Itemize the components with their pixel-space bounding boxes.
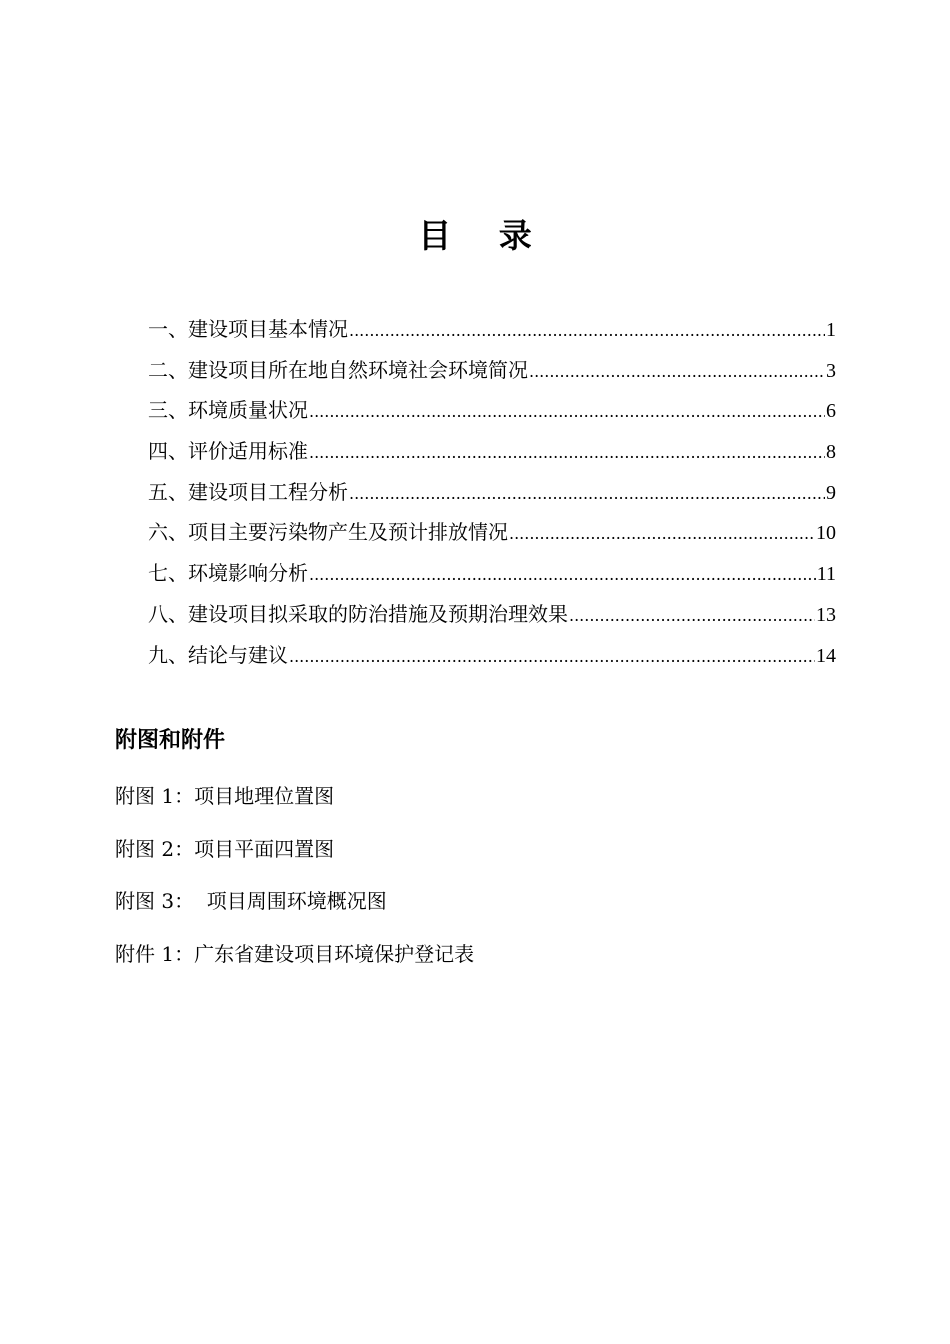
toc-dot-leader	[349, 474, 825, 514]
toc-entry-page: 3	[826, 359, 836, 382]
toc-entry-page: 11	[816, 563, 836, 586]
appendix-item: 附图 2：项目平面四置图	[115, 836, 335, 861]
toc-dot-leader	[509, 514, 815, 554]
toc-entry[interactable]	[148, 635, 836, 676]
toc-entry-label: 九、结论与建议	[148, 642, 288, 667]
toc-entry-label: 四、评价适用标准	[148, 439, 308, 464]
toc-entry[interactable]	[148, 309, 836, 350]
appendix-heading: 附图和附件	[115, 728, 226, 753]
appendix-list	[115, 778, 474, 988]
toc-entry-label: 八、建设项目拟采取的防治措施及预期治理效果	[148, 601, 568, 626]
toc-dot-leader	[309, 392, 825, 432]
toc-entry[interactable]	[148, 594, 836, 635]
table-of-contents	[148, 309, 836, 675]
toc-entry-page: 6	[826, 400, 836, 423]
toc-dot-leader	[309, 433, 825, 473]
toc-entry-label: 五、建设项目工程分析	[148, 479, 348, 504]
toc-entry[interactable]	[148, 431, 836, 472]
toc-entry-label: 三、环境质量状况	[148, 398, 308, 423]
appendix-item: 附图 3： 项目周围环境概况图	[115, 889, 387, 913]
toc-entry-label: 一、建设项目基本情况	[148, 317, 348, 341]
toc-entry-page: 13	[816, 603, 836, 626]
toc-entry[interactable]	[148, 512, 836, 553]
toc-entry-page: 10	[816, 522, 836, 545]
toc-entry-label: 二、建设项目所在地自然环境社会环境简况	[148, 357, 528, 382]
toc-dot-leader	[569, 596, 815, 636]
toc-dot-leader	[349, 311, 825, 351]
toc-entry-label: 六、项目主要污染物产生及预计排放情况	[148, 520, 508, 545]
toc-entry[interactable]	[148, 390, 836, 431]
toc-entry[interactable]	[148, 553, 836, 594]
toc-entry-page: 8	[826, 441, 836, 464]
toc-title: 目 录	[418, 216, 550, 255]
appendix-item: 附件 1：广东省建设项目环境保护登记表	[115, 941, 475, 966]
toc-dot-leader	[289, 637, 815, 677]
toc-entry[interactable]	[148, 472, 836, 513]
toc-entry-label: 七、环境影响分析	[148, 561, 308, 586]
toc-entry[interactable]	[148, 350, 836, 391]
appendix-item: 附图 1：项目地理位置图	[115, 784, 335, 808]
toc-entry-page: 1	[826, 319, 836, 341]
toc-entry-page: 14	[816, 644, 836, 667]
toc-dot-leader	[529, 352, 825, 392]
toc-dot-leader	[309, 555, 816, 595]
toc-entry-page: 9	[826, 481, 836, 504]
